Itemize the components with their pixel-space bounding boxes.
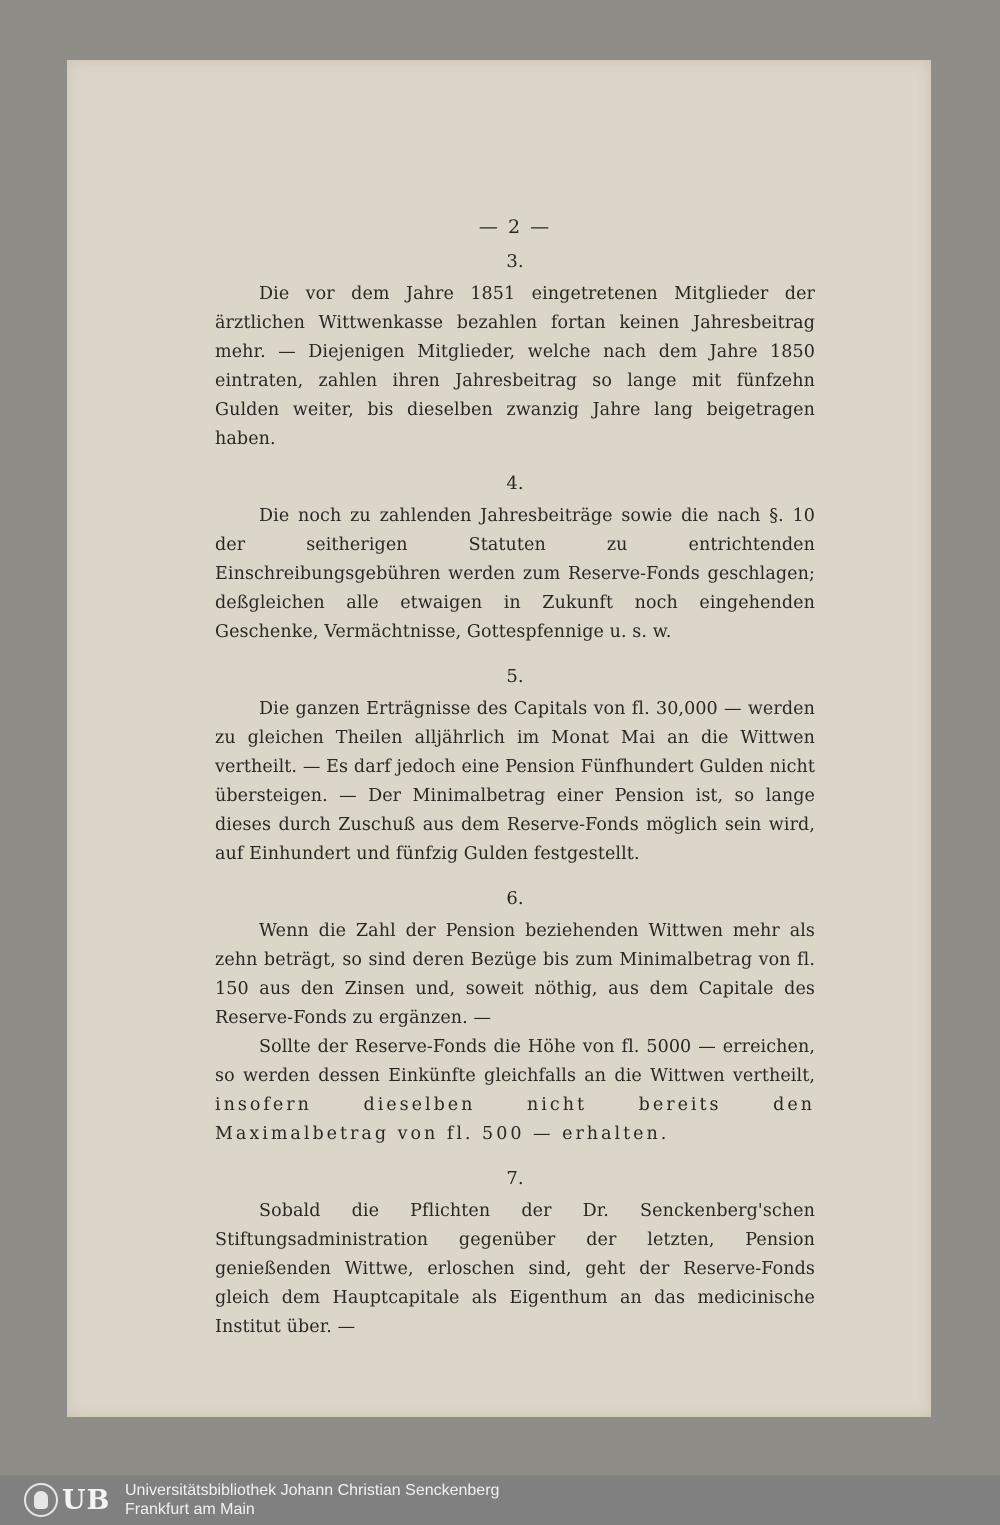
page-text: [215, 210, 815, 1342]
section-6-text-continued: [215, 1033, 815, 1149]
section-4-text: Die noch zu zahlenden Jahresbeiträge sowie die nach §. 10 der seitherigen Statuten zu entrichtenden Einschreibungsgebühren werden zum Reserve-Fonds geschlagen; deßgleichen alle etwaigen in Zukunft noch eingehenden Geschenke, Vermächtnisse, Gottespfennige u. s. w.: [215, 506, 815, 642]
section-6-text: Wenn die Zahl der Pension beziehenden Wittwen mehr als zehn beträgt, so sind deren Bezüge bis zum Minimalbetrag von fl. 150 aus den Zinsen und, soweit nöthig, aus dem Capitale des Reserve-Fonds zu ergänzen. —: [215, 921, 815, 1028]
section-3-text: Die vor dem Jahre 1851 eingetretenen Mitglieder der ärztlichen Wittwenkasse bezahlen fortan keinen Jahresbeitrag mehr. — Diejenigen Mitglieder, welche nach dem Jahre 1850 eintraten, zahlen ihren Jahresbeitrag so lange mit fünfzehn Gulden weiter, bis dieselben zwanzig Jahre lang beigetragen haben.: [215, 284, 815, 449]
section-6-spaced-emphasis: insofern dieselben nicht bereits den Maximalbetrag von fl. 500 — erhalten.: [215, 1095, 815, 1144]
page-number: — 2 —: [478, 216, 552, 238]
section-7-text: Sobald die Pflichten der Dr. Senckenberg'schen Stiftungsadministration gegenüber der letzten, Pension genießenden Wittwe, erloschen sind, geht der Reserve-Fonds gleich dem Hauptcapitale als Eigenthum an das medicinische Institut über. —: [215, 1201, 815, 1337]
footer-line-1: Universitätsbibliothek Johann Christian Senckenberg: [125, 1482, 500, 1499]
footer-line-2: Frankfurt am Main: [125, 1501, 255, 1518]
section-number-5: 5.: [506, 666, 524, 687]
section-number-6: 6.: [506, 888, 524, 909]
library-footer-bar: [0, 1475, 1000, 1525]
ub-logo: [24, 1480, 112, 1520]
senckenberg-seal-icon: [24, 1483, 58, 1517]
section-number-7: 7.: [506, 1168, 524, 1189]
section-number-3: 3.: [506, 251, 524, 272]
section-number-4: 4.: [506, 473, 524, 494]
section-6-continued-start: Sollte der Reserve-Fonds die Höhe von fl. 5000 — erreichen, so werden dessen Einkünfte gleichfalls an die Wittwen vertheilt,: [215, 1037, 815, 1086]
ub-logo-text: UB: [62, 1484, 111, 1516]
section-5-text: Die ganzen Erträgnisse des Capitals von fl. 30,000 — werden zu gleichen Theilen alljährlich im Monat Mai an die Wittwen vertheilt. — Es darf jedoch eine Pension Fünfhundert Gulden nicht übersteigen. — Der Minimalbetrag einer Pension ist, so lange dieses durch Zuschuß aus dem Reserve-Fonds möglich sein wird, auf Einhundert und fünfzig Gulden festgestellt.: [215, 699, 815, 864]
footer-library-name: [125, 1481, 499, 1519]
